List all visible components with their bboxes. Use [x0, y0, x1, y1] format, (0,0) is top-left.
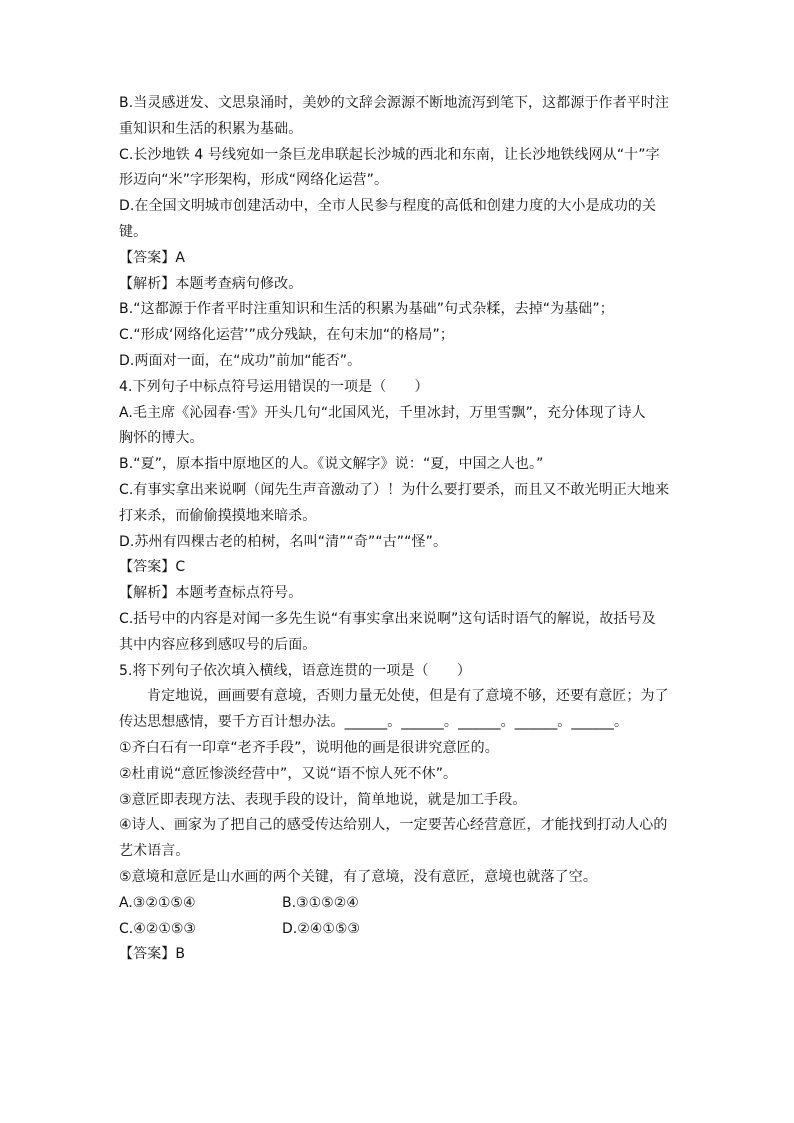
- options-row: [119, 891, 675, 917]
- text-line: C.有事实拿出来说啊（闻先生声音激动了）！为什么要打要杀，而且又不敢光明正大地来: [119, 481, 670, 498]
- text-line: 其中内容应移到感叹号的后面。: [119, 636, 317, 653]
- sentence-item: ④诗人、画家为了把自己的感受传达给别人，一定要苦心经营意匠，才能找到打动人心的: [119, 817, 668, 834]
- passage-line: 传达思想感情，要千方百计想办法。______。______。______。______。______。: [119, 714, 629, 731]
- document-content: [119, 91, 675, 968]
- text-line: 形迈向“米”字形架构，形成“网络化运营”。: [119, 172, 389, 189]
- option-b: B.③①⑤②④: [282, 894, 359, 911]
- text-line: 打来杀，而偷偷摸摸地来暗杀。: [119, 507, 317, 524]
- text-line: B.“这都源于作者平时注重知识和生活的积累为基础”句式杂糅，去掉“为基础”；: [119, 301, 614, 318]
- sentence-item: ③意匠即表现方法、表现手段的设计，简单地说，就是加工手段。: [119, 791, 527, 808]
- options-row: [119, 917, 675, 943]
- option-a: A.③②①⑤④: [119, 894, 196, 911]
- question-title: 4.下列句子中标点符号运用错误的一项是（ ）: [119, 378, 429, 395]
- sentence-item: ⑤意境和意匠是山水画的两个关键，有了意境，没有意匠，意境也就落了空。: [119, 868, 597, 885]
- text-line: 重知识和生活的积累为基础。: [119, 120, 303, 137]
- text-line: D.两面对一面，在“成功”前加“能否”。: [119, 352, 362, 369]
- text-line: 键。: [119, 223, 148, 240]
- text-line: A.毛主席《沁园春·雪》开头几句“北国风光，千里冰封，万里雪飘”，充分体现了诗人: [119, 404, 646, 421]
- sentence-item: ②杜甫说“意匠惨淡经营中”，又说“语不惊人死不休”。: [119, 765, 458, 782]
- passage-line: 肯定地说，画画要有意境，否则力量无处使，但是有了意境不够，还要有意匠；为了: [147, 688, 669, 705]
- sentence-item: ①齐白石有一印章“老齐手段”，说明他的画是很讲究意匠的。: [119, 739, 499, 756]
- question-title: 5.将下列句子依次填入横线，语意连贯的一项是（ ）: [119, 662, 471, 679]
- text-line: B.当灵感迸发、文思泉涌时，美妙的文辞会源源不断地流泻到笔下，这都源于作者平时注: [119, 95, 670, 111]
- analysis-label: 【解析】本题考查标点符号。: [119, 585, 303, 602]
- answer-label: 【答案】A: [119, 249, 186, 266]
- option-c: C.④②①⑤③: [119, 920, 196, 937]
- text-line: D.在全国文明城市创建活动中，全市人民参与程度的高低和创建力度的大小是成功的关: [119, 198, 657, 215]
- text-line: B.“夏”，原本指中原地区的人。《说文解字》说：“夏，中国之人也。”: [119, 456, 544, 473]
- answer-label: 【答案】C: [119, 559, 186, 576]
- analysis-label: 【解析】本题考查病句修改。: [119, 275, 303, 292]
- text-line: C.“形成‘网络化运营’”成分残缺，在句末加“的格局”；: [119, 327, 454, 344]
- text-line: C.括号中的内容是对闻一多先生说“有事实拿出来说啊”这句话时语气的解说，故括号及: [119, 610, 656, 627]
- option-d: D.②④①⑤③: [282, 920, 360, 937]
- text-line: D.苏州有四棵古老的柏树，名叫“清”“奇”“古”“怪”。: [119, 533, 448, 550]
- answer-label: 【答案】B: [119, 946, 186, 963]
- text-line: C.长沙地铁 4 号线宛如一条巨龙串联起长沙城的西北和东南，让长沙地铁线网从“十”字: [119, 146, 660, 163]
- sentence-item: 艺术语言。: [119, 843, 190, 860]
- text-line: 胸怀的博大。: [119, 430, 204, 447]
